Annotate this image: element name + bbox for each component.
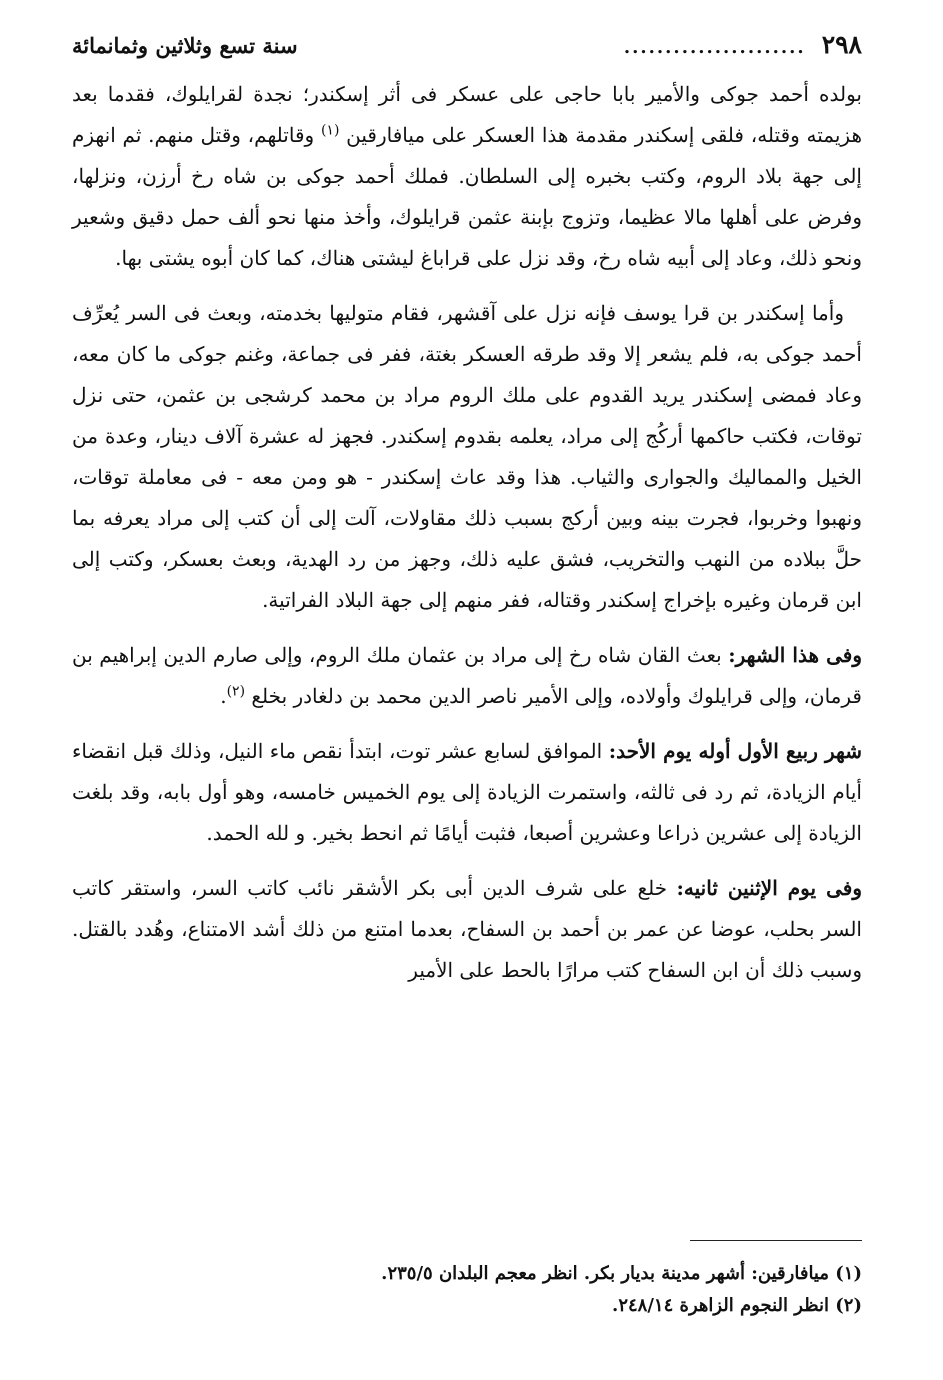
- paragraph-text: الموافق لسابع عشر توت، ابتدأ نقص ماء النيل، وذلك قبل انقضاء أيام الزيادة، ثم رد فى ثالثه، واستمرت الزيادة إلى يوم الخميس خامسه، وهو أول بابه، وقد بلغت الزيادة إلى عشرين ذراعا وعشرين أصبعا، فثبت أيامًا ثم انحط بخير. و لله الحمد.: [72, 739, 862, 845]
- paragraph-text: وأما إسكندر بن قرا يوسف فإنه نزل على آقشهر، فقام متوليها بخدمته، وبعث فى السر يُعرِّف أحمد جوكى به، فلم يشعر إلا وقد طرقه العسكر بغتة، ففر فى جماعة، وغنم جوكى ما كان معه، وعاد فمضى إسكندر يريد القدوم على ملك الروم مراد بن محمد كرشجى بن عثمن، حتى نزل توقات، فكتب حاكمها أركُج إلى مراد، يعلمه بقدوم إسكندر. فجهز له عشرة آلاف دينار، وعدة من الخيل والمماليك والجوارى والثياب. هذا وقد عاث إسكندر - هو ومن معه - فى معاملة توقات، ونهبوا وخربوا، فجرت بينه وبين أركج بسبب ذلك مقاولات، آلت إلى أن كتب إلى مراد يعرفه بما حلَّ ببلاده من النهب والتخريب، فشق عليه ذلك، وجهز من رد الهدية، وبعث بعسكر، وكتب إلى ابن قرمان وغيره بإخراج إسكندر وقتاله، ففر منهم إلى جهة البلاد الفراتية.: [72, 301, 862, 612]
- paragraph: [72, 293, 862, 621]
- footnote-ref[interactable]: (٢): [226, 683, 246, 700]
- page-number: ٢٩٨: [821, 30, 862, 59]
- paragraph-text-continued: وقاتلهم، وقتل منهم. ثم انهزم إلى جهة بلاد الروم، وكتب بخبره إلى السلطان. فملك أحمد جوكى بن شاه رخ أرزن، ونزلها، وفرض على أهلها مالا عظيما، وتزوج بإبنة عثمن قرايلوك، وأخذ منها نحو ألف حمل دقيق وشعير ونحو ذلك، وعاد إلى أبيه شاه رخ، وقد نزل على قراباغ ليشتى هناك، كما كان أبوه يشتى بها.: [72, 123, 862, 270]
- paragraph-text: خلع على شرف الدين أبى بكر الأشقر نائب كاتب السر، واستقر كاتب السر بحلب، عوضا عن عمر بن أحمد بن السفاح، بعدما امتنع من ذلك أشد الامتناع، وهُدد بالقتل. وسبب ذلك أن ابن السفاح كتب مرارًا بالحط على الأمير: [72, 876, 862, 982]
- footnote-ref[interactable]: (١): [320, 122, 340, 139]
- footnotes: [72, 1258, 862, 1322]
- running-header: [72, 30, 862, 70]
- paragraph-lead: شهر ربيع الأول أوله يوم الأحد:: [608, 739, 863, 763]
- paragraph: [72, 731, 862, 854]
- paragraph: [72, 868, 862, 991]
- running-title: سنة تسع وثلاثين وثمانمائة: [72, 33, 298, 58]
- footnote: (١) ميافارقين: أشهر مدينة بديار بكر. انظر معجم البلدان ٢٣٥/٥.: [381, 1263, 862, 1284]
- footnote: (٢) انظر النجوم الزاهرة ٢٤٨/١٤.: [612, 1295, 862, 1316]
- paragraph-text: بعث القان شاه رخ إلى مراد بن عثمان ملك الروم، وإلى صارم الدين إبراهيم بن قرمان، وإلى قرايلوك وأولاده، وإلى الأمير ناصر الدين محمد بن دلغادر بخلع: [72, 643, 862, 708]
- paragraph-text: بولده أحمد جوكى والأمير بابا حاجى على عسكر فى أثر إسكندر؛ نجدة لقرايلوك، فقدما بعد هزيمته وقتله، فلقى إسكندر مقدمة هذا العسكر على ميافارقين: [72, 82, 863, 147]
- paragraph: [72, 635, 862, 717]
- paragraph-lead: وفى يوم الإثنين ثانيه:: [676, 876, 862, 900]
- main-text: [72, 74, 862, 991]
- paragraph-text-continued: .: [220, 684, 227, 708]
- footnote-separator: [690, 1240, 862, 1241]
- paragraph: [72, 74, 862, 279]
- paragraph-lead: وفى هذا الشهر:: [728, 643, 863, 667]
- book-page: [72, 30, 862, 1360]
- header-leader-dots: ......................: [623, 37, 806, 58]
